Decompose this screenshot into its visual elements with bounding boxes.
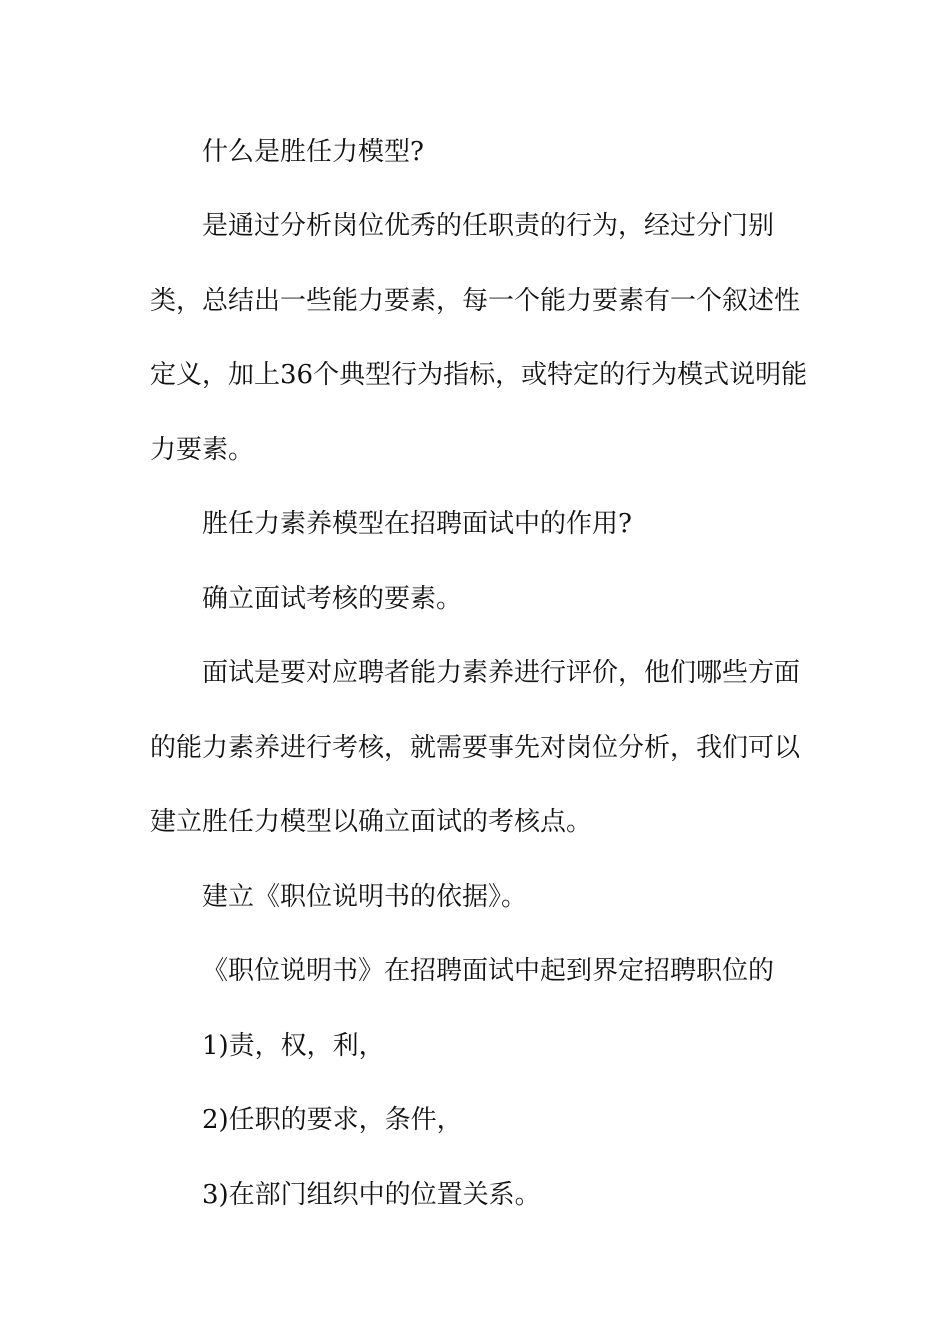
paragraph-line: 力要素。 <box>150 435 255 465</box>
question-heading-1: 什么是胜任力模型? <box>202 137 424 167</box>
list-item: 2)任职的要求，条件， <box>202 1105 463 1135</box>
list-item: 1)责，权，利， <box>202 1031 385 1061</box>
paragraph-line: 面试是要对应聘者能力素养进行评价，他们哪些方面 <box>202 658 801 688</box>
paragraph-line: 建立《职位说明书的依据》。 <box>202 882 528 912</box>
paragraph-line: 类，总结出一些能力要素，每一个能力要素有一个叙述性 <box>150 286 801 316</box>
paragraph-line: 是通过分析岗位优秀的任职责的行为，经过分门别 <box>202 211 775 241</box>
list-item: 3)在部门组织中的位置关系。 <box>202 1180 541 1210</box>
question-heading-2: 胜任力素养模型在招聘面试中的作用? <box>202 509 632 539</box>
paragraph-line: 定义，加上36个典型行为指标，或特定的行为模式说明能 <box>150 360 808 390</box>
paragraph-line: 《职位说明书》在招聘面试中起到界定招聘职位的 <box>202 956 775 986</box>
paragraph-line: 的能力素养进行考核，就需要事先对岗位分析，我们可以 <box>150 733 801 763</box>
paragraph-line: 建立胜任力模型以确立面试的考核点。 <box>150 807 593 837</box>
paragraph-line: 确立面试考核的要素。 <box>202 584 463 614</box>
